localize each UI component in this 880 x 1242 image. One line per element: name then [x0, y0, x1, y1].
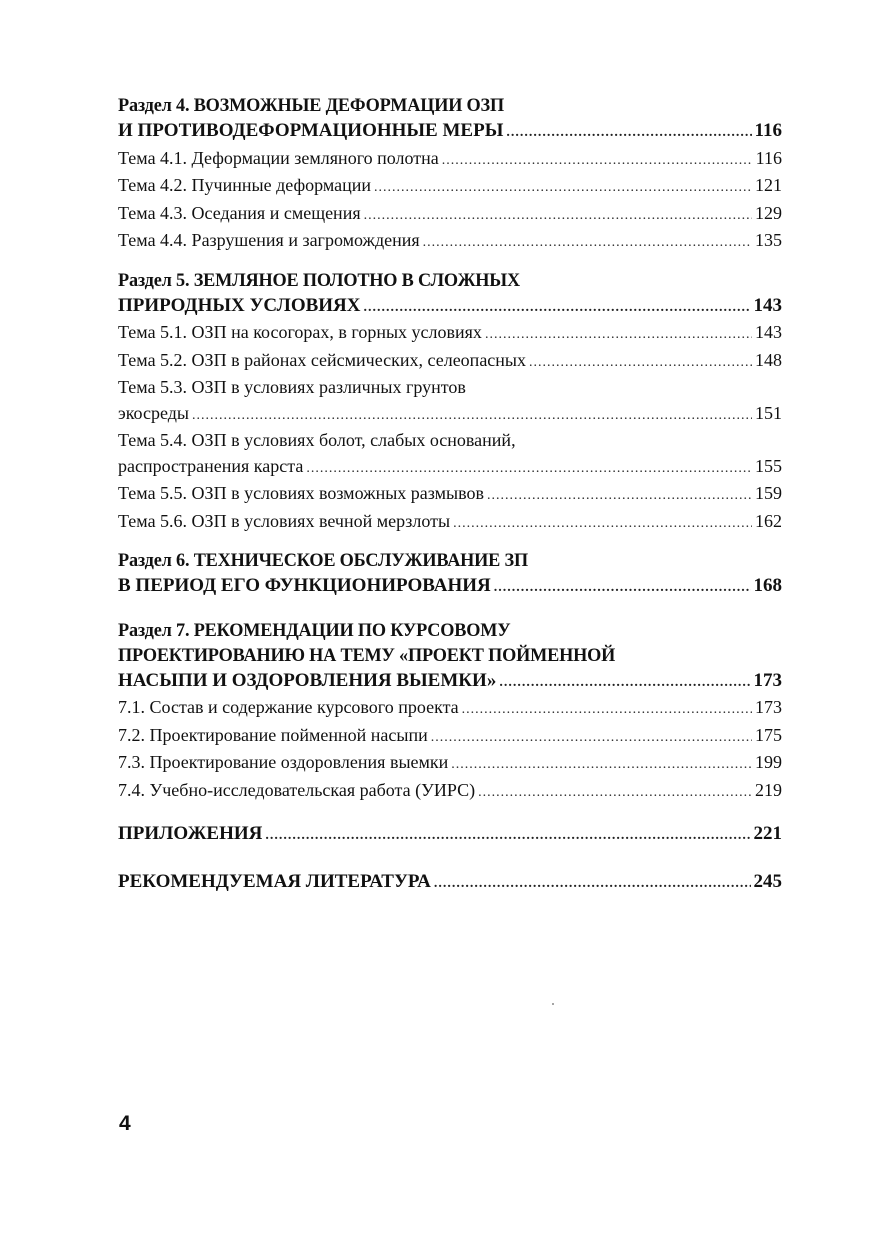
toc-entry[interactable]: [118, 750, 782, 778]
leader-dots: [485, 322, 752, 348]
toc-entry[interactable]: [118, 454, 782, 482]
leader-dots: [423, 230, 752, 256]
section-heading: И ПРОТИВОДЕФОРМАЦИОННЫЕ МЕРЫ: [118, 120, 504, 141]
page-ref: 219: [755, 779, 782, 800]
toc-entry[interactable]: [118, 320, 782, 348]
toc-entry[interactable]: [118, 146, 782, 174]
page-ref: 148: [755, 349, 782, 370]
toc-entry[interactable]: [118, 778, 782, 806]
leader-dots: [462, 697, 752, 723]
entry-label: Тема 5.1. ОЗП на косогорах, в горных условиях: [118, 322, 482, 342]
page-ref: 151: [755, 402, 782, 423]
page-ref: 143: [753, 294, 782, 316]
toc-entry[interactable]: [118, 481, 782, 509]
leader-dots: [494, 575, 751, 601]
entry-label: экосреды: [118, 402, 189, 423]
section-title-line: Раздел 6. ТЕХНИЧЕСКОЕ ОБСЛУЖИВАНИЕ ЗП: [118, 550, 528, 571]
section-heading-row[interactable]: [118, 118, 782, 146]
leader-dots: [451, 752, 752, 778]
entry-label: 7.3. Проектирование оздоровления выемки: [118, 752, 449, 772]
leader-dots: [265, 823, 750, 849]
toc-section-5: [118, 268, 782, 537]
leader-dots: [453, 511, 752, 537]
leader-dots: [478, 780, 752, 806]
section-heading-row[interactable]: [118, 668, 782, 696]
page-ref: 116: [755, 147, 782, 168]
page-number: 4: [119, 1112, 131, 1135]
toc-section-6: [118, 548, 782, 601]
page-ref: 173: [755, 697, 782, 717]
toc-section-7: [118, 618, 782, 806]
page-ref: 221: [753, 823, 782, 844]
page-ref: 143: [755, 322, 782, 342]
entry-label: 7.1. Состав и содержание курсового проекта: [118, 697, 459, 717]
toc-entry[interactable]: [118, 228, 782, 256]
page-ref: 121: [755, 175, 782, 195]
scan-speck: [552, 1003, 554, 1005]
toc-entry[interactable]: [118, 201, 782, 229]
entry-label: Тема 5.5. ОЗП в условиях возможных размывов: [118, 483, 484, 503]
page-ref: 135: [755, 230, 782, 250]
entry-label: Тема 5.6. ОЗП в условиях вечной мерзлоты: [118, 510, 451, 531]
section-title-line: Раздел 7. РЕКОМЕНДАЦИИ ПО КУРСОВОМУ: [118, 619, 511, 641]
page-ref: 199: [755, 752, 782, 772]
leader-dots: [506, 120, 751, 146]
table-of-contents: [118, 93, 782, 896]
entry-label: Тема 4.2. Пучинные деформации: [118, 175, 372, 195]
page-ref: 116: [754, 120, 782, 141]
page-ref: 175: [755, 724, 782, 745]
leader-dots: [529, 350, 752, 376]
leader-dots: [192, 403, 752, 429]
page-ref: 129: [755, 202, 782, 223]
toc-entry[interactable]: [118, 723, 782, 751]
section-heading-row[interactable]: [118, 293, 782, 321]
section-title-line: Раздел 4. ВОЗМОЖНЫЕ ДЕФОРМАЦИИ ОЗП: [118, 95, 504, 116]
leader-dots: [374, 175, 752, 201]
leader-dots: [442, 148, 753, 174]
toc-section-4: [118, 93, 782, 256]
leader-dots: [306, 456, 752, 482]
entry-label: 7.2. Проектирование пойменной насыпи: [118, 724, 428, 745]
appendices-heading: ПРИЛОЖЕНИЯ: [118, 823, 263, 844]
entry-label: Тема 4.3. Оседания и смещения: [118, 202, 361, 223]
section-title-line: ПРОЕКТИРОВАНИЮ НА ТЕМУ «ПРОЕКТ ПОЙМЕННОЙ: [118, 644, 616, 666]
toc-entry[interactable]: [118, 173, 782, 201]
page-ref: 173: [753, 669, 782, 691]
leader-dots: [499, 670, 750, 696]
entry-label-first-line[interactable]: Тема 5.4. ОЗП в условиях болот, слабых оснований,: [118, 430, 516, 450]
toc-entry[interactable]: [118, 401, 782, 429]
section-title-line: Раздел 5. ЗЕМЛЯНОЕ ПОЛОТНО В СЛОЖНЫХ: [118, 269, 521, 291]
entry-label: Тема 5.2. ОЗП в районах сейсмических, селеопасных: [118, 349, 527, 370]
entry-label-first-line[interactable]: Тема 5.3. ОЗП в условиях различных грунтов: [118, 377, 466, 397]
section-heading: В ПЕРИОД ЕГО ФУНКЦИОНИРОВАНИЯ: [118, 575, 491, 596]
leader-dots: [487, 483, 752, 509]
section-heading: ПРИРОДНЫХ УСЛОВИЯХ: [118, 294, 361, 316]
page-ref: 162: [755, 510, 782, 531]
literature-heading: РЕКОМЕНДУЕМАЯ ЛИТЕРАТУРА: [118, 870, 431, 892]
section-heading-row[interactable]: [118, 573, 782, 601]
toc-entry[interactable]: [118, 695, 782, 723]
entry-label: Тема 4.1. Деформации земляного полотна: [118, 147, 439, 168]
section-heading: НАСЫПИ И ОЗДОРОВЛЕНИЯ ВЫЕМКИ»: [118, 669, 497, 691]
entry-label: 7.4. Учебно-исследовательская работа (УИРС): [118, 779, 476, 800]
leader-dots: [431, 725, 752, 751]
page-ref: 155: [755, 455, 782, 476]
toc-entry[interactable]: [118, 348, 782, 376]
page-ref: 159: [755, 483, 782, 503]
leader-dots: [364, 203, 752, 229]
page-ref: 245: [753, 870, 782, 892]
leader-dots: [434, 871, 751, 897]
toc-appendices[interactable]: [118, 821, 782, 849]
page-ref: 168: [753, 575, 782, 596]
toc-entry[interactable]: [118, 509, 782, 537]
entry-label: Тема 4.4. Разрушения и загромождения: [118, 230, 420, 250]
toc-literature[interactable]: [118, 869, 782, 897]
entry-label: распространения карста: [118, 455, 304, 476]
leader-dots: [364, 295, 751, 321]
